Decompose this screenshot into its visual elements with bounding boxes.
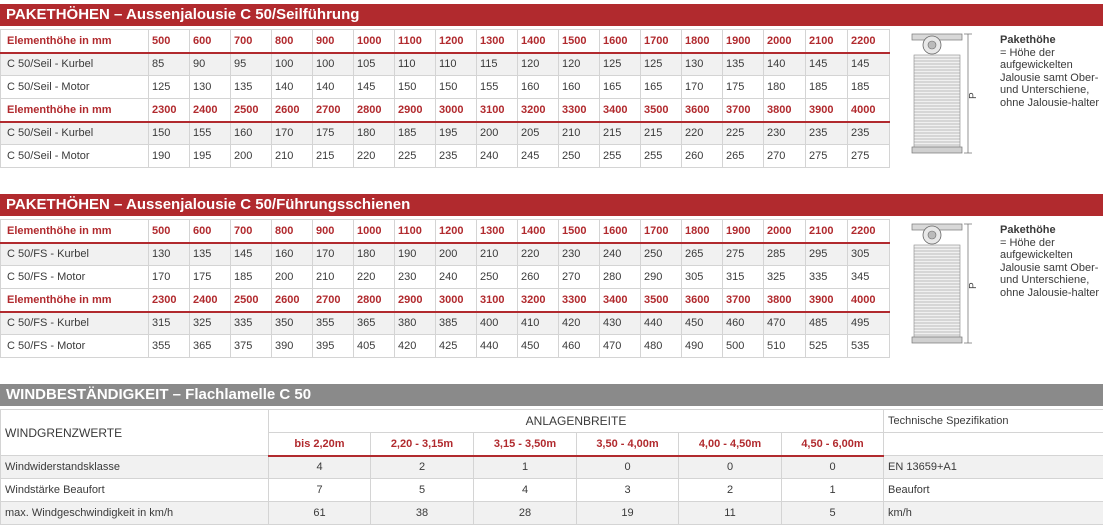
value-cell: 185 xyxy=(806,76,848,99)
height-cell: 1600 xyxy=(600,30,641,53)
height-cell: 3800 xyxy=(764,289,806,312)
value-cell: 120 xyxy=(559,53,600,76)
value-cell: 440 xyxy=(641,312,682,335)
row-label: C 50/FS - Motor xyxy=(1,266,149,289)
table-row xyxy=(1,76,890,99)
section-title-seilfuehrung: PAKETHÖHEN – Aussenjalousie C 50/Seilführung xyxy=(0,4,1103,26)
range-cell: 4,50 - 6,00m xyxy=(782,433,884,456)
table-row xyxy=(1,502,1103,525)
height-cell: 2700 xyxy=(313,99,354,122)
value-cell: 135 xyxy=(190,243,231,266)
value-cell: 215 xyxy=(313,145,354,168)
height-cell: 3800 xyxy=(764,99,806,122)
value-cell: 160 xyxy=(231,122,272,145)
description-title: Pakethöhe xyxy=(1000,224,1056,236)
value-cell: 410 xyxy=(518,312,559,335)
value-cell: 155 xyxy=(477,76,518,99)
table-row xyxy=(1,53,890,76)
table-row xyxy=(1,479,1103,502)
height-cell: 3600 xyxy=(682,289,723,312)
value-cell: 460 xyxy=(723,312,764,335)
wind-table xyxy=(0,409,1103,525)
value-cell: 220 xyxy=(682,122,723,145)
value-cell: 220 xyxy=(354,266,395,289)
value-cell: 11 xyxy=(679,502,782,525)
value-cell: 200 xyxy=(436,243,477,266)
package-height-label: P xyxy=(968,92,979,99)
value-cell: 125 xyxy=(600,53,641,76)
value-cell: 405 xyxy=(354,335,395,358)
range-cell: 3,15 - 3,50m xyxy=(474,433,577,456)
value-cell: 210 xyxy=(559,122,600,145)
value-cell: 140 xyxy=(313,76,354,99)
value-cell: 305 xyxy=(848,243,890,266)
row-label: C 50/Seil - Motor xyxy=(1,145,149,168)
value-cell: 125 xyxy=(149,76,190,99)
value-cell: 105 xyxy=(354,53,395,76)
value-cell: 170 xyxy=(313,243,354,266)
value-cell: 525 xyxy=(806,335,848,358)
height-cell: 1500 xyxy=(559,220,600,243)
height-cell: 1700 xyxy=(641,220,682,243)
value-cell: 140 xyxy=(764,53,806,76)
height-cell: 1200 xyxy=(436,220,477,243)
value-cell: 165 xyxy=(600,76,641,99)
value-cell: 470 xyxy=(600,335,641,358)
value-cell: 250 xyxy=(559,145,600,168)
height-cell: 1300 xyxy=(477,30,518,53)
value-cell: 4 xyxy=(269,456,371,479)
value-cell: 220 xyxy=(354,145,395,168)
value-cell: 210 xyxy=(313,266,354,289)
value-cell: 195 xyxy=(436,122,477,145)
value-cell: 170 xyxy=(272,122,313,145)
spec-cell: Beaufort xyxy=(884,479,1103,502)
height-cell: 2100 xyxy=(806,220,848,243)
row-label: C 50/Seil - Motor xyxy=(1,76,149,99)
height-cell: 2000 xyxy=(764,30,806,53)
value-cell: 355 xyxy=(313,312,354,335)
height-cell: 900 xyxy=(313,220,354,243)
value-cell: 425 xyxy=(436,335,477,358)
value-cell: 335 xyxy=(806,266,848,289)
anlagenbreite-header: ANLAGENBREITE xyxy=(269,410,884,433)
value-cell: 185 xyxy=(395,122,436,145)
value-cell: 135 xyxy=(723,53,764,76)
value-cell: 4 xyxy=(474,479,577,502)
value-cell: 28 xyxy=(474,502,577,525)
height-cell: 3000 xyxy=(436,99,477,122)
value-cell: 305 xyxy=(682,266,723,289)
value-cell: 130 xyxy=(682,53,723,76)
value-cell: 130 xyxy=(190,76,231,99)
value-cell: 200 xyxy=(231,145,272,168)
height-cell: 2600 xyxy=(272,99,313,122)
value-cell: 110 xyxy=(436,53,477,76)
value-cell: 190 xyxy=(149,145,190,168)
value-cell: 295 xyxy=(806,243,848,266)
value-cell: 160 xyxy=(272,243,313,266)
value-cell: 0 xyxy=(577,456,679,479)
value-cell: 145 xyxy=(806,53,848,76)
value-cell: 230 xyxy=(764,122,806,145)
height-cell: 4000 xyxy=(848,99,890,122)
height-cell: 2800 xyxy=(354,99,395,122)
value-cell: 5 xyxy=(782,502,884,525)
value-cell: 265 xyxy=(723,145,764,168)
height-header-row xyxy=(1,30,890,53)
value-cell: 125 xyxy=(641,53,682,76)
value-cell: 460 xyxy=(559,335,600,358)
value-cell: 5 xyxy=(371,479,474,502)
value-cell: 485 xyxy=(806,312,848,335)
value-cell: 345 xyxy=(848,266,890,289)
value-cell: 7 xyxy=(269,479,371,502)
height-header-row xyxy=(1,220,890,243)
value-cell: 145 xyxy=(848,53,890,76)
value-cell: 350 xyxy=(272,312,313,335)
value-cell: 315 xyxy=(149,312,190,335)
height-cell: 2800 xyxy=(354,289,395,312)
height-cell: 3300 xyxy=(559,99,600,122)
range-cell: bis 2,20m xyxy=(269,433,371,456)
height-cell: 2500 xyxy=(231,289,272,312)
value-cell: 255 xyxy=(641,145,682,168)
value-cell: 1 xyxy=(474,456,577,479)
value-cell: 175 xyxy=(190,266,231,289)
height-cell: 3100 xyxy=(477,99,518,122)
value-cell: 180 xyxy=(764,76,806,99)
height-cell: 2200 xyxy=(848,220,890,243)
value-cell: 440 xyxy=(477,335,518,358)
pakethoehen-table-fs xyxy=(0,219,890,358)
section-title-windbestaendigkeit: WINDBESTÄNDIGKEIT – Flachlamelle C 50 xyxy=(0,384,1103,406)
row-label: C 50/Seil - Kurbel xyxy=(1,53,149,76)
value-cell: 395 xyxy=(313,335,354,358)
value-cell: 260 xyxy=(518,266,559,289)
height-cell: 3400 xyxy=(600,289,641,312)
height-cell: 2200 xyxy=(848,30,890,53)
range-cell: 3,50 - 4,00m xyxy=(577,433,679,456)
value-cell: 230 xyxy=(559,243,600,266)
blind-package-icon xyxy=(884,31,999,161)
height-cell: 3300 xyxy=(559,289,600,312)
value-cell: 19 xyxy=(577,502,679,525)
value-cell: 200 xyxy=(477,122,518,145)
value-cell: 215 xyxy=(641,122,682,145)
height-cell: 3200 xyxy=(518,99,559,122)
height-cell: 600 xyxy=(190,30,231,53)
elementhoehe-label: Elementhöhe in mm xyxy=(1,99,149,122)
height-cell: 2400 xyxy=(190,99,231,122)
description-body: = Höhe der aufgewickelten Jalousie samt Ober- und Unterschiene, ohne Jalousie-halter xyxy=(1000,236,1100,299)
height-cell: 700 xyxy=(231,30,272,53)
value-cell: 90 xyxy=(190,53,231,76)
pakethoehen-table-seil xyxy=(0,29,890,168)
value-cell: 225 xyxy=(395,145,436,168)
value-cell: 325 xyxy=(764,266,806,289)
height-cell: 1800 xyxy=(682,220,723,243)
value-cell: 115 xyxy=(477,53,518,76)
value-cell: 470 xyxy=(764,312,806,335)
value-cell: 275 xyxy=(806,145,848,168)
value-cell: 270 xyxy=(764,145,806,168)
elementhoehe-label: Elementhöhe in mm xyxy=(1,30,149,53)
description-title: Pakethöhe xyxy=(1000,34,1056,46)
value-cell: 61 xyxy=(269,502,371,525)
height-cell: 3200 xyxy=(518,289,559,312)
height-cell: 1800 xyxy=(682,30,723,53)
value-cell: 285 xyxy=(764,243,806,266)
value-cell: 240 xyxy=(600,243,641,266)
height-cell: 3700 xyxy=(723,99,764,122)
value-cell: 190 xyxy=(395,243,436,266)
value-cell: 135 xyxy=(231,76,272,99)
value-cell: 140 xyxy=(272,76,313,99)
height-cell: 3400 xyxy=(600,99,641,122)
row-label: C 50/FS - Kurbel xyxy=(1,243,149,266)
table-row xyxy=(1,312,890,335)
value-cell: 230 xyxy=(395,266,436,289)
value-cell: 240 xyxy=(477,145,518,168)
height-cell: 2700 xyxy=(313,289,354,312)
height-cell: 1400 xyxy=(518,30,559,53)
height-cell: 1000 xyxy=(354,30,395,53)
value-cell: 450 xyxy=(518,335,559,358)
table-row xyxy=(1,122,890,145)
height-cell: 3900 xyxy=(806,289,848,312)
height-cell: 2300 xyxy=(149,289,190,312)
value-cell: 210 xyxy=(272,145,313,168)
value-cell: 260 xyxy=(682,145,723,168)
row-label: C 50/FS - Motor xyxy=(1,335,149,358)
value-cell: 100 xyxy=(313,53,354,76)
height-cell: 500 xyxy=(149,220,190,243)
row-label: max. Windgeschwindigkeit in km/h xyxy=(1,502,269,525)
value-cell: 110 xyxy=(395,53,436,76)
value-cell: 380 xyxy=(395,312,436,335)
height-cell: 1100 xyxy=(395,220,436,243)
value-cell: 490 xyxy=(682,335,723,358)
value-cell: 180 xyxy=(354,122,395,145)
value-cell: 130 xyxy=(149,243,190,266)
table-row xyxy=(1,266,890,289)
row-label: C 50/FS - Kurbel xyxy=(1,312,149,335)
table-row xyxy=(1,145,890,168)
height-cell: 1900 xyxy=(723,220,764,243)
value-cell: 100 xyxy=(272,53,313,76)
value-cell: 290 xyxy=(641,266,682,289)
pakethoehe-description xyxy=(1000,34,1103,109)
value-cell: 420 xyxy=(395,335,436,358)
height-header-row xyxy=(1,99,890,122)
value-cell: 335 xyxy=(231,312,272,335)
height-cell: 1500 xyxy=(559,30,600,53)
value-cell: 245 xyxy=(518,145,559,168)
value-cell: 145 xyxy=(354,76,395,99)
height-cell: 1400 xyxy=(518,220,559,243)
value-cell: 160 xyxy=(518,76,559,99)
value-cell: 500 xyxy=(723,335,764,358)
height-cell: 1200 xyxy=(436,30,477,53)
height-cell: 1600 xyxy=(600,220,641,243)
value-cell: 170 xyxy=(682,76,723,99)
value-cell: 195 xyxy=(190,145,231,168)
spec-empty-cell xyxy=(884,433,1103,456)
height-cell: 4000 xyxy=(848,289,890,312)
spec-cell: km/h xyxy=(884,502,1103,525)
value-cell: 0 xyxy=(679,456,782,479)
value-cell: 270 xyxy=(559,266,600,289)
value-cell: 240 xyxy=(436,266,477,289)
value-cell: 235 xyxy=(806,122,848,145)
value-cell: 215 xyxy=(600,122,641,145)
height-cell: 2500 xyxy=(231,99,272,122)
row-label: Windstärke Beaufort xyxy=(1,479,269,502)
value-cell: 315 xyxy=(723,266,764,289)
value-cell: 0 xyxy=(782,456,884,479)
height-cell: 3000 xyxy=(436,289,477,312)
height-header-row xyxy=(1,289,890,312)
value-cell: 3 xyxy=(577,479,679,502)
value-cell: 220 xyxy=(518,243,559,266)
height-cell: 3600 xyxy=(682,99,723,122)
height-cell: 2100 xyxy=(806,30,848,53)
height-cell: 600 xyxy=(190,220,231,243)
value-cell: 325 xyxy=(190,312,231,335)
height-cell: 3100 xyxy=(477,289,518,312)
height-cell: 3900 xyxy=(806,99,848,122)
value-cell: 2 xyxy=(679,479,782,502)
value-cell: 38 xyxy=(371,502,474,525)
range-cell: 4,00 - 4,50m xyxy=(679,433,782,456)
pakethoehe-description-2 xyxy=(1000,224,1103,299)
value-cell: 390 xyxy=(272,335,313,358)
value-cell: 175 xyxy=(723,76,764,99)
value-cell: 185 xyxy=(231,266,272,289)
blind-package-icon xyxy=(884,221,999,351)
value-cell: 365 xyxy=(354,312,395,335)
value-cell: 250 xyxy=(477,266,518,289)
value-cell: 365 xyxy=(190,335,231,358)
value-cell: 275 xyxy=(848,145,890,168)
height-cell: 2000 xyxy=(764,220,806,243)
height-cell: 3500 xyxy=(641,99,682,122)
section-title-fuehrungsschienen: PAKETHÖHEN – Aussenjalousie C 50/Führungsschienen xyxy=(0,194,1103,216)
blind-package-diagram xyxy=(884,31,999,161)
value-cell: 225 xyxy=(723,122,764,145)
spec-cell: EN 13659+A1 xyxy=(884,456,1103,479)
value-cell: 1 xyxy=(782,479,884,502)
value-cell: 155 xyxy=(190,122,231,145)
value-cell: 150 xyxy=(436,76,477,99)
value-cell: 255 xyxy=(600,145,641,168)
value-cell: 280 xyxy=(600,266,641,289)
windgrenzwerte-header: WINDGRENZWERTE xyxy=(1,410,269,456)
height-cell: 2900 xyxy=(395,99,436,122)
value-cell: 510 xyxy=(764,335,806,358)
height-cell: 900 xyxy=(313,30,354,53)
spec-header: Technische Spezifikation xyxy=(884,410,1103,433)
value-cell: 535 xyxy=(848,335,890,358)
value-cell: 250 xyxy=(641,243,682,266)
blind-package-diagram-2 xyxy=(884,221,999,351)
value-cell: 420 xyxy=(559,312,600,335)
value-cell: 235 xyxy=(848,122,890,145)
value-cell: 180 xyxy=(354,243,395,266)
value-cell: 165 xyxy=(641,76,682,99)
value-cell: 95 xyxy=(231,53,272,76)
value-cell: 450 xyxy=(682,312,723,335)
value-cell: 145 xyxy=(231,243,272,266)
package-height-label: P xyxy=(968,282,979,289)
value-cell: 185 xyxy=(848,76,890,99)
height-cell: 2300 xyxy=(149,99,190,122)
value-cell: 480 xyxy=(641,335,682,358)
height-cell: 1900 xyxy=(723,30,764,53)
value-cell: 495 xyxy=(848,312,890,335)
elementhoehe-label: Elementhöhe in mm xyxy=(1,289,149,312)
height-cell: 500 xyxy=(149,30,190,53)
table-row xyxy=(1,335,890,358)
value-cell: 375 xyxy=(231,335,272,358)
height-cell: 2600 xyxy=(272,289,313,312)
table-row xyxy=(1,456,1103,479)
table-row xyxy=(1,243,890,266)
value-cell: 430 xyxy=(600,312,641,335)
value-cell: 160 xyxy=(559,76,600,99)
value-cell: 275 xyxy=(723,243,764,266)
value-cell: 85 xyxy=(149,53,190,76)
height-cell: 1700 xyxy=(641,30,682,53)
value-cell: 120 xyxy=(518,53,559,76)
value-cell: 385 xyxy=(436,312,477,335)
elementhoehe-label: Elementhöhe in mm xyxy=(1,220,149,243)
height-cell: 2900 xyxy=(395,289,436,312)
height-cell: 800 xyxy=(272,30,313,53)
height-cell: 1000 xyxy=(354,220,395,243)
description-body: = Höhe der aufgewickelten Jalousie samt Ober- und Unterschiene, ohne Jalousie-halter xyxy=(1000,46,1100,109)
value-cell: 400 xyxy=(477,312,518,335)
height-cell: 3700 xyxy=(723,289,764,312)
value-cell: 170 xyxy=(149,266,190,289)
value-cell: 2 xyxy=(371,456,474,479)
height-cell: 700 xyxy=(231,220,272,243)
row-label: C 50/Seil - Kurbel xyxy=(1,122,149,145)
value-cell: 200 xyxy=(272,266,313,289)
value-cell: 355 xyxy=(149,335,190,358)
value-cell: 235 xyxy=(436,145,477,168)
height-cell: 3500 xyxy=(641,289,682,312)
value-cell: 205 xyxy=(518,122,559,145)
value-cell: 210 xyxy=(477,243,518,266)
value-cell: 150 xyxy=(149,122,190,145)
range-cell: 2,20 - 3,15m xyxy=(371,433,474,456)
height-cell: 800 xyxy=(272,220,313,243)
value-cell: 265 xyxy=(682,243,723,266)
value-cell: 175 xyxy=(313,122,354,145)
value-cell: 150 xyxy=(395,76,436,99)
height-cell: 1100 xyxy=(395,30,436,53)
height-cell: 1300 xyxy=(477,220,518,243)
row-label: Windwiderstandsklasse xyxy=(1,456,269,479)
height-cell: 2400 xyxy=(190,289,231,312)
